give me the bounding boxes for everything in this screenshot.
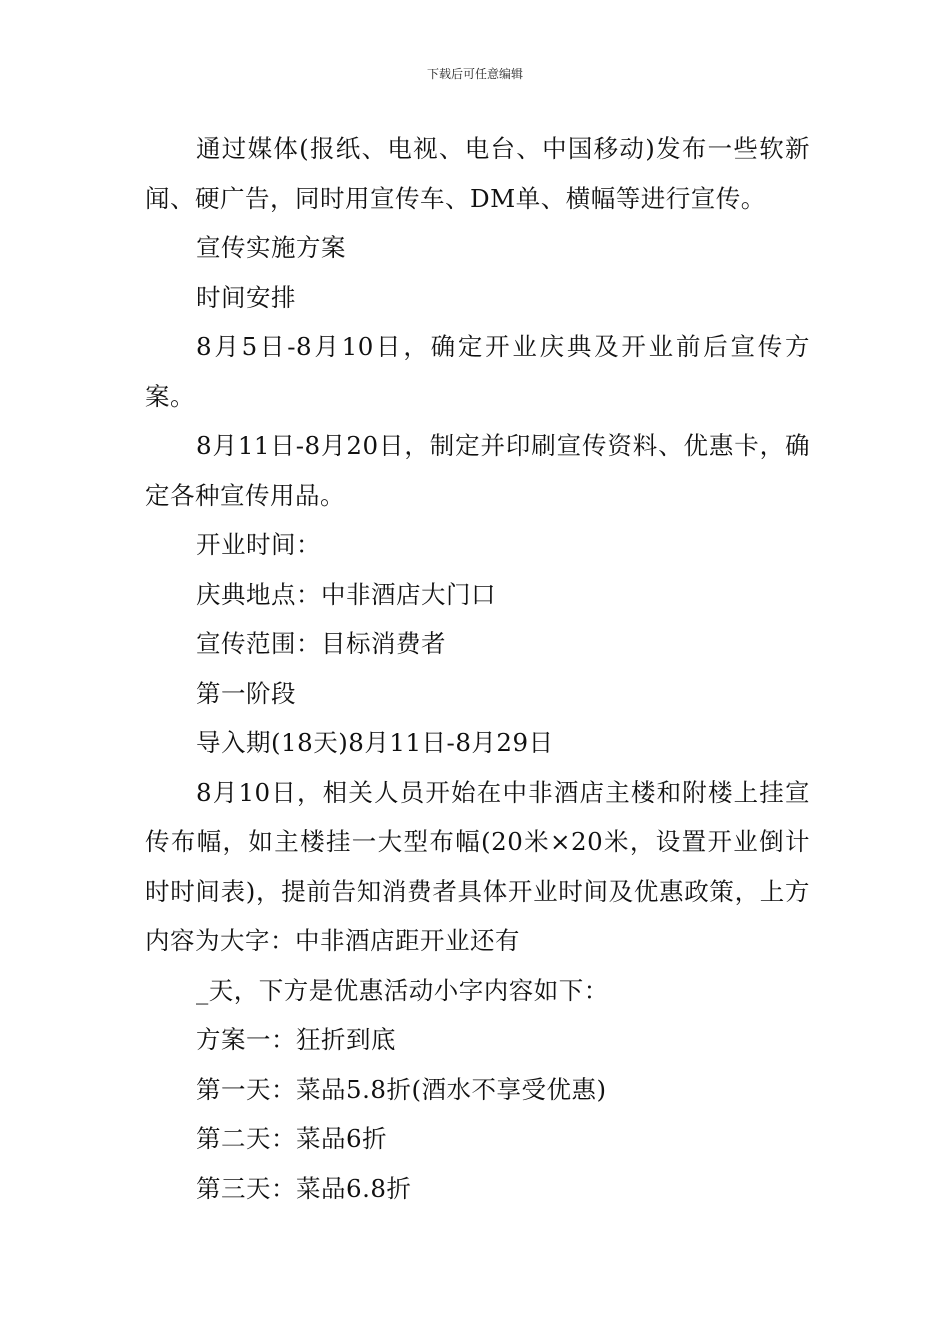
paragraph-day-two: 第二天：菜品6折 (196, 1124, 388, 1153)
paragraph-aug11: 8月11日-8月20日，制定并印刷宣传资料、优惠卡，确定各种宣传用品。 (145, 431, 810, 510)
paragraph-scope: 宣传范围：目标消费者 (196, 629, 446, 658)
document-body (145, 124, 810, 1213)
paragraph-days: _天，下方是优惠活动小字内容如下： (196, 975, 609, 1005)
paragraph-aug5: 8月5日-8月10日，确定开业庆典及开业前后宣传方案。 (145, 332, 810, 411)
paragraph-day-one: 第一天：菜品5.8折(酒水不享受优惠) (196, 1074, 607, 1104)
paragraph-banner: 8月10日，相关人员开始在中非酒店主楼和附楼上挂宣传布幅，如主楼挂一大型布幅(20米×20米，设置开业倒计时时间表)，提前告知消费者具体开业时间及优惠政策，上方内容为大字：中非酒店距开业还有 (145, 777, 810, 955)
paragraph-opening-time: 开业时间： (196, 530, 321, 559)
paragraph-intro-period: 导入期(18天)8月11日-8月29日 (196, 728, 554, 757)
paragraph-plan-heading: 宣传实施方案 (196, 233, 346, 262)
paragraph-stage-one: 第一阶段 (196, 678, 296, 708)
paragraph-venue: 庆典地点：中非酒店大门口 (196, 579, 496, 609)
paragraph-day-three: 第三天：菜品6.8折 (196, 1173, 412, 1203)
paragraph-media: 通过媒体(报纸、电视、电台、中国移动)发布一些软新闻、硬广告，同时用宣传车、DM单、横幅等进行宣传。 (145, 134, 810, 213)
page-header: 下载后可任意编辑 (426, 67, 523, 81)
paragraph-option-one: 方案一：狂折到底 (196, 1025, 396, 1054)
paragraph-schedule-heading: 时间安排 (196, 282, 296, 312)
